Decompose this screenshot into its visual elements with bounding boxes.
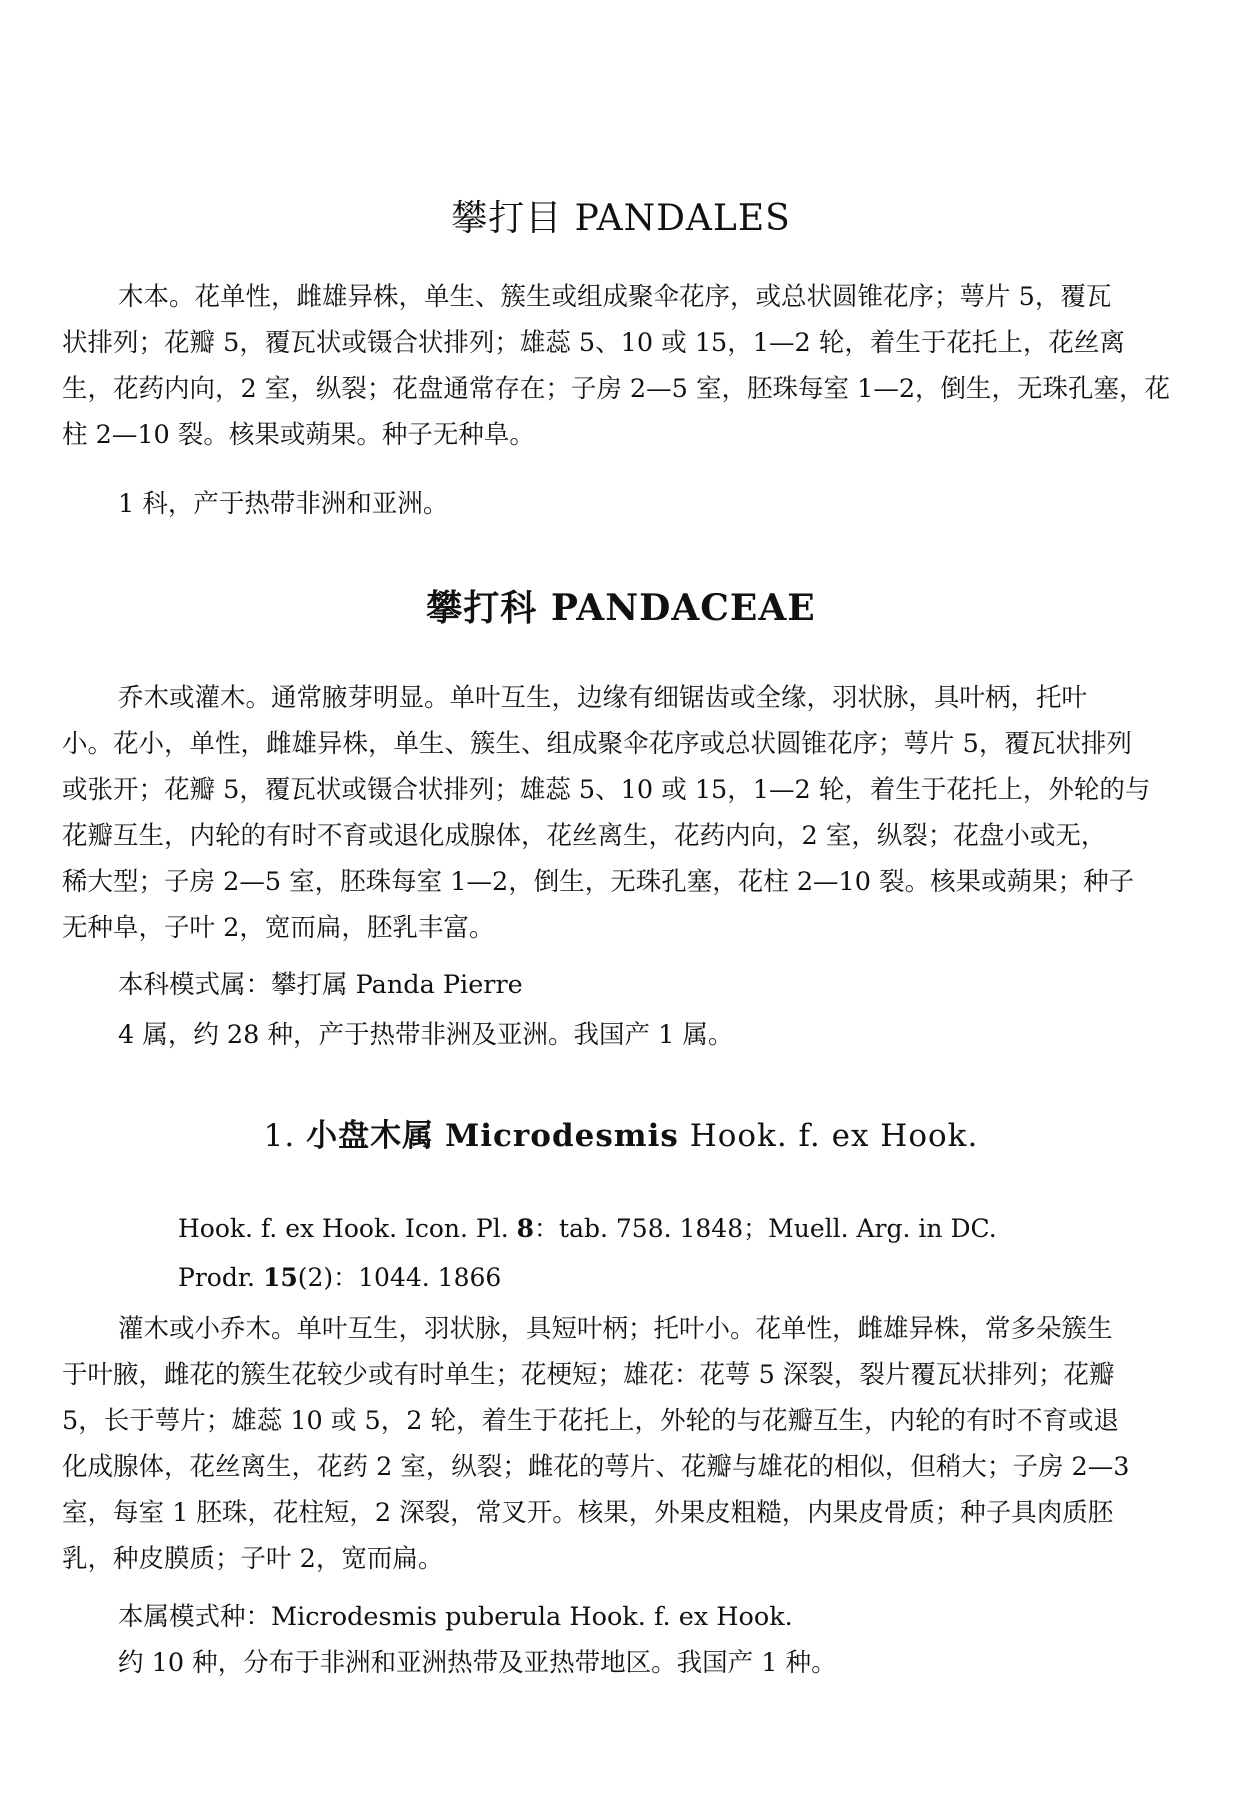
family-description-line: 花瓣互生，内轮的有时不育或退化成腺体，花丝离生，花药内向，2 室，纵裂；花盘小或无， xyxy=(62,821,1107,851)
genus-type-species: 本属模式种：Microdesmis puberula Hook. f. ex Hook. xyxy=(118,1602,793,1632)
family-description-line: 小。花小，单性，雌雄异株，单生、簇生、组成聚伞花序或总状圆锥花序；萼片 5，覆瓦状排列 xyxy=(62,729,1132,759)
order-title: 攀打目 PANDALES xyxy=(451,198,791,239)
genus-description-line: 化成腺体，花丝离生，花药 2 室，纵裂；雌花的萼片、花瓣与雄花的相似，但稍大；子房 2—3 xyxy=(62,1452,1130,1482)
order-description-line: 生，花药内向，2 室，纵裂；花盘通常存在；子房 2—5 室，胚珠每室 1—2，倒生，无珠孔塞，花 xyxy=(62,374,1171,404)
genus-name-latin: Microdesmis xyxy=(444,1118,679,1154)
family-description-line: 或张开；花瓣 5，覆瓦状或镊合状排列；雄蕊 5、10 或 15，1—2 轮，着生于花托上，外轮的与 xyxy=(62,775,1151,805)
family-type-genus: 本科模式属：攀打属 Panda Pierre xyxy=(118,970,523,1000)
genus-name-cn: 小盘木属 xyxy=(306,1118,435,1154)
reference-text: Hook. f. ex Hook. Icon. Pl. xyxy=(178,1214,517,1243)
genus-description-line: 于叶腋，雌花的簇生花较少或有时单生；花梗短；雄花：花萼 5 深裂，裂片覆瓦状排列；花瓣 xyxy=(62,1360,1115,1390)
genus-distribution: 约 10 种，分布于非洲和亚洲热带及亚热带地区。我国产 1 种。 xyxy=(118,1648,837,1678)
family-title: 攀打科 PANDACEAE xyxy=(426,587,816,629)
genus-reference-line xyxy=(178,1212,1182,1246)
order-description-line: 木本。花单性，雌雄异株，单生、簇生或组成聚伞花序，或总状圆锥花序；萼片 5，覆瓦 xyxy=(118,282,1112,312)
order-description-line: 柱 2—10 裂。核果或蒴果。种子无种阜。 xyxy=(62,420,535,450)
reference-text: Prodr. xyxy=(178,1263,263,1292)
genus-description-line: 乳，种皮膜质；子叶 2，宽而扁。 xyxy=(62,1544,444,1574)
reference-volume: 15 xyxy=(262,1263,298,1292)
reference-text: ：tab. 758. 1848；Muell. Arg. in DC. xyxy=(534,1214,997,1243)
family-description-line: 乔木或灌木。通常腋芽明显。单叶互生，边缘有细锯齿或全缘，羽状脉，具叶柄，托叶 xyxy=(118,683,1088,713)
genus-description-line: 灌木或小乔木。单叶互生，羽状脉，具短叶柄；托叶小。花单性，雌雄异株，常多朵簇生 xyxy=(118,1314,1113,1344)
genus-reference-line xyxy=(178,1261,1182,1295)
genus-number: 1. xyxy=(263,1118,296,1154)
order-description-line: 状排列；花瓣 5，覆瓦状或镊合状排列；雄蕊 5、10 或 15，1—2 轮，着生于花托上，花丝离 xyxy=(62,328,1125,358)
family-description-line: 无种阜，子叶 2，宽而扁，胚乳丰富。 xyxy=(62,913,495,943)
genus-author: Hook. f. ex Hook. xyxy=(689,1118,979,1154)
reference-text: (2)：1044. 1866 xyxy=(297,1263,502,1292)
order-distribution: 1 科，产于热带非洲和亚洲。 xyxy=(118,489,449,519)
family-distribution: 4 属，约 28 种，产于热带非洲及亚洲。我国产 1 属。 xyxy=(118,1020,734,1050)
family-description-line: 稀大型；子房 2—5 室，胚珠每室 1—2，倒生，无珠孔塞，花柱 2—10 裂。核果或蒴果；种子 xyxy=(62,867,1135,897)
genus-title xyxy=(0,1110,1242,1155)
reference-volume: 8 xyxy=(516,1214,535,1243)
genus-description-line: 5，长于萼片；雄蕊 10 或 5，2 轮，着生于花托上，外轮的与花瓣互生，内轮的有时不育或退 xyxy=(62,1406,1120,1436)
genus-description-line: 室，每室 1 胚珠，花柱短，2 深裂，常叉开。核果，外果皮粗糙，内果皮骨质；种子具肉质胚 xyxy=(62,1498,1114,1528)
